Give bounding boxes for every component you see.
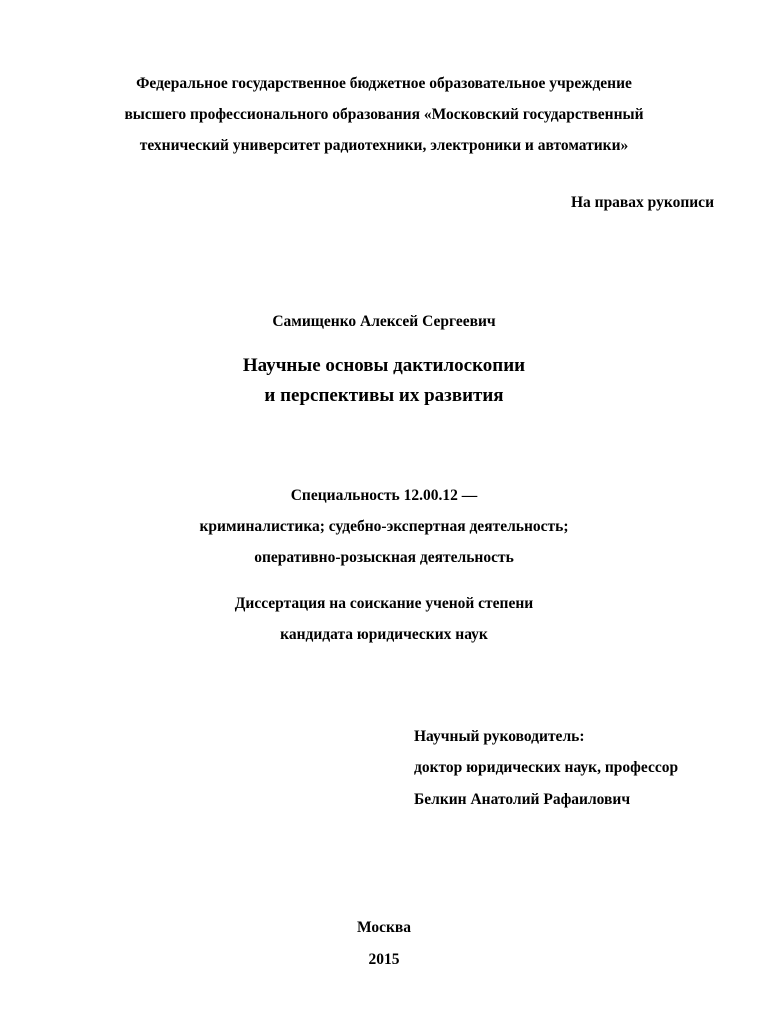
specialty-line-2: криминалистика; судебно-экспертная деятельность; <box>199 518 569 535</box>
specialty-line-1: Специальность 12.00.12 — <box>290 487 478 504</box>
institution-line-1: Федеральное государственное бюджетное образовательное учреждение <box>136 75 632 92</box>
institution-line-3: технический университет радиотехники, электроники и автоматики» <box>139 137 629 154</box>
year: 2015 <box>368 951 400 968</box>
advisor-label: Научный руководитель: <box>414 728 585 745</box>
specialty-line-3: оперативно-розыскная деятельность <box>254 549 514 566</box>
city: Москва <box>356 919 412 936</box>
institution-line-2: высшего профессионального образования «Московский государственный <box>124 106 644 123</box>
title-line-2: и перспективы их развития <box>264 385 504 406</box>
advisor-credentials: доктор юридических наук, профессор <box>414 759 679 776</box>
title-line-1: Научные основы дактилоскопии <box>242 355 526 376</box>
degree-line-1: Диссертация на соискание ученой степени <box>234 595 534 612</box>
author-name: Самищенко Алексей Сергеевич <box>272 313 496 330</box>
manuscript-rights-note: На правах рукописи <box>570 194 714 211</box>
advisor-name: Белкин Анатолий Рафаилович <box>414 791 631 808</box>
degree-line-2: кандидата юридических наук <box>280 626 488 643</box>
